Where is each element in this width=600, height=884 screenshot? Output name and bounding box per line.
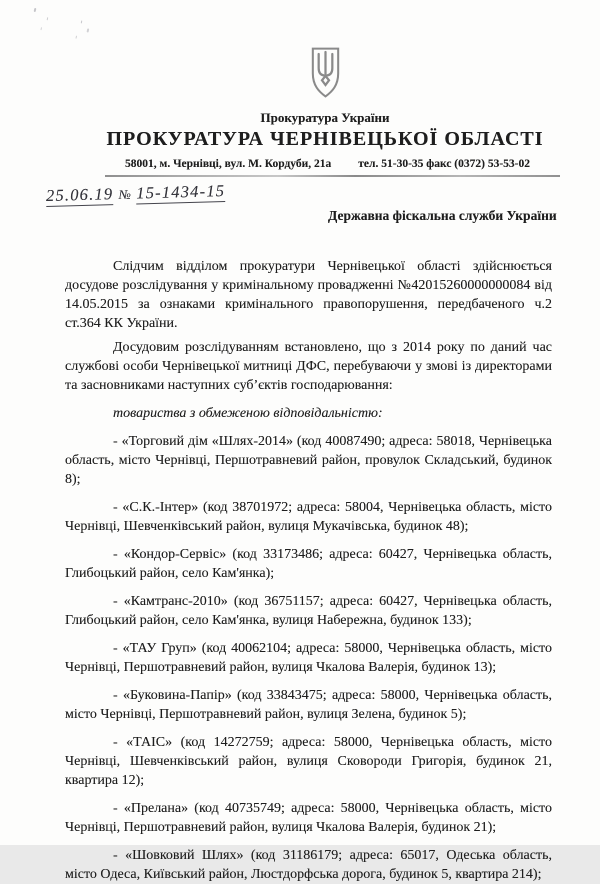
paragraph-findings: Досудовим розслідуванням встановлено, що з 2014 року по даний час службові особи Чернівецької митниці ДФС, перебуваючи у змові із директорами та засновниками наступних суб’єктів господарювання: [65, 340, 552, 393]
org-parent-name: Прокуратура України [260, 110, 390, 125]
stray-pen-marks [0, 0, 120, 40]
paragraph-investigation: Слідчим відділом прокуратури Чернівецької області здійснюється досудове розслідування у кримінальному провадженні №42015260000000084 від 14.05.2015 за ознаками кримінального правопорушення, передбаченого ч.2 ст.364 КК України. [65, 259, 552, 331]
company-item: - «ТАУ Груп» (код 40062104; адреса: 58000, Чернівецька область, місто Чернівці, Першотравневий район, вулиця Чкалова Валерія, будинок 13); [65, 641, 552, 675]
handwritten-date: 25.06.19 [45, 184, 114, 205]
org-phone: тел. 51-30-35 факс (0372) 53-53-02 [358, 158, 530, 170]
letterhead-divider [105, 175, 560, 177]
handwritten-registration [46, 179, 306, 206]
company-item: - «Прелана» (код 40735749; адреса: 58000, Чернівецька область, місто Чернівці, Першотравневий район, вулиця Чкалова Валерія, будинок 21); [65, 801, 552, 835]
companies-list-heading: товариства з обмеженою відповідальністю: [113, 406, 383, 421]
company-item: - «Камтранс-2010» (код 36751157; адреса: 60427, Чернівецька область, Глибоцький район, село Кам'янка, вулиця Набережна, будинок 133); [65, 594, 552, 628]
company-item: - «Буковина-Папір» (код 33843475; адреса: 58000, Чернівецька область, місто Чернівці, Першотравневий район, вулиця Зелена, будинок 5); [65, 688, 552, 722]
company-item: - «ТАІС» (код 14272759; адреса: 58000, Чернівецька область, місто Чернівці, Шевченківський район, вулиця Сковороди Григорія, будинок 21, квартира 12); [65, 735, 552, 788]
company-item: - «Шовковий Шлях» (код 31186179; адреса: 65017, Одеська область, місто Одеса, Київський район, Люстдорфська дорога, будинок 5, квартира 214); [65, 848, 552, 882]
org-title: ПРОКУРАТУРА ЧЕРНІВЕЦЬКОЇ ОБЛАСТІ [106, 128, 544, 150]
company-item: - «Торговий дім «Шлях-2014» (код 40087490; адреса: 58018, Чернівецька область, місто Чернівці, Першотравневий район, провулок Складський, будинок 8); [65, 434, 552, 487]
letterhead-contacts [125, 158, 530, 170]
org-address: 58001, м. Чернівці, вул. М. Кордуби, 21а [125, 158, 332, 170]
addressee: Державна фіскальна служби України [328, 208, 557, 223]
company-item: - «С.К.-Інтер» (код 38701972; адреса: 58004, Чернівецька область, місто Чернівці, Шевченківський район, вулиця Мукачівська, будинок 48); [65, 500, 552, 534]
company-item: - «Кондор-Сервіс» (код 33173486; адреса: 60427, Чернівецька область, Глибоцький район, село Кам'янка); [65, 547, 552, 581]
handwritten-ref-number: 15-1434-15 [135, 180, 226, 203]
ukraine-trident-emblem-icon [306, 46, 345, 100]
number-sign: № [118, 186, 132, 202]
document-body [65, 257, 552, 884]
